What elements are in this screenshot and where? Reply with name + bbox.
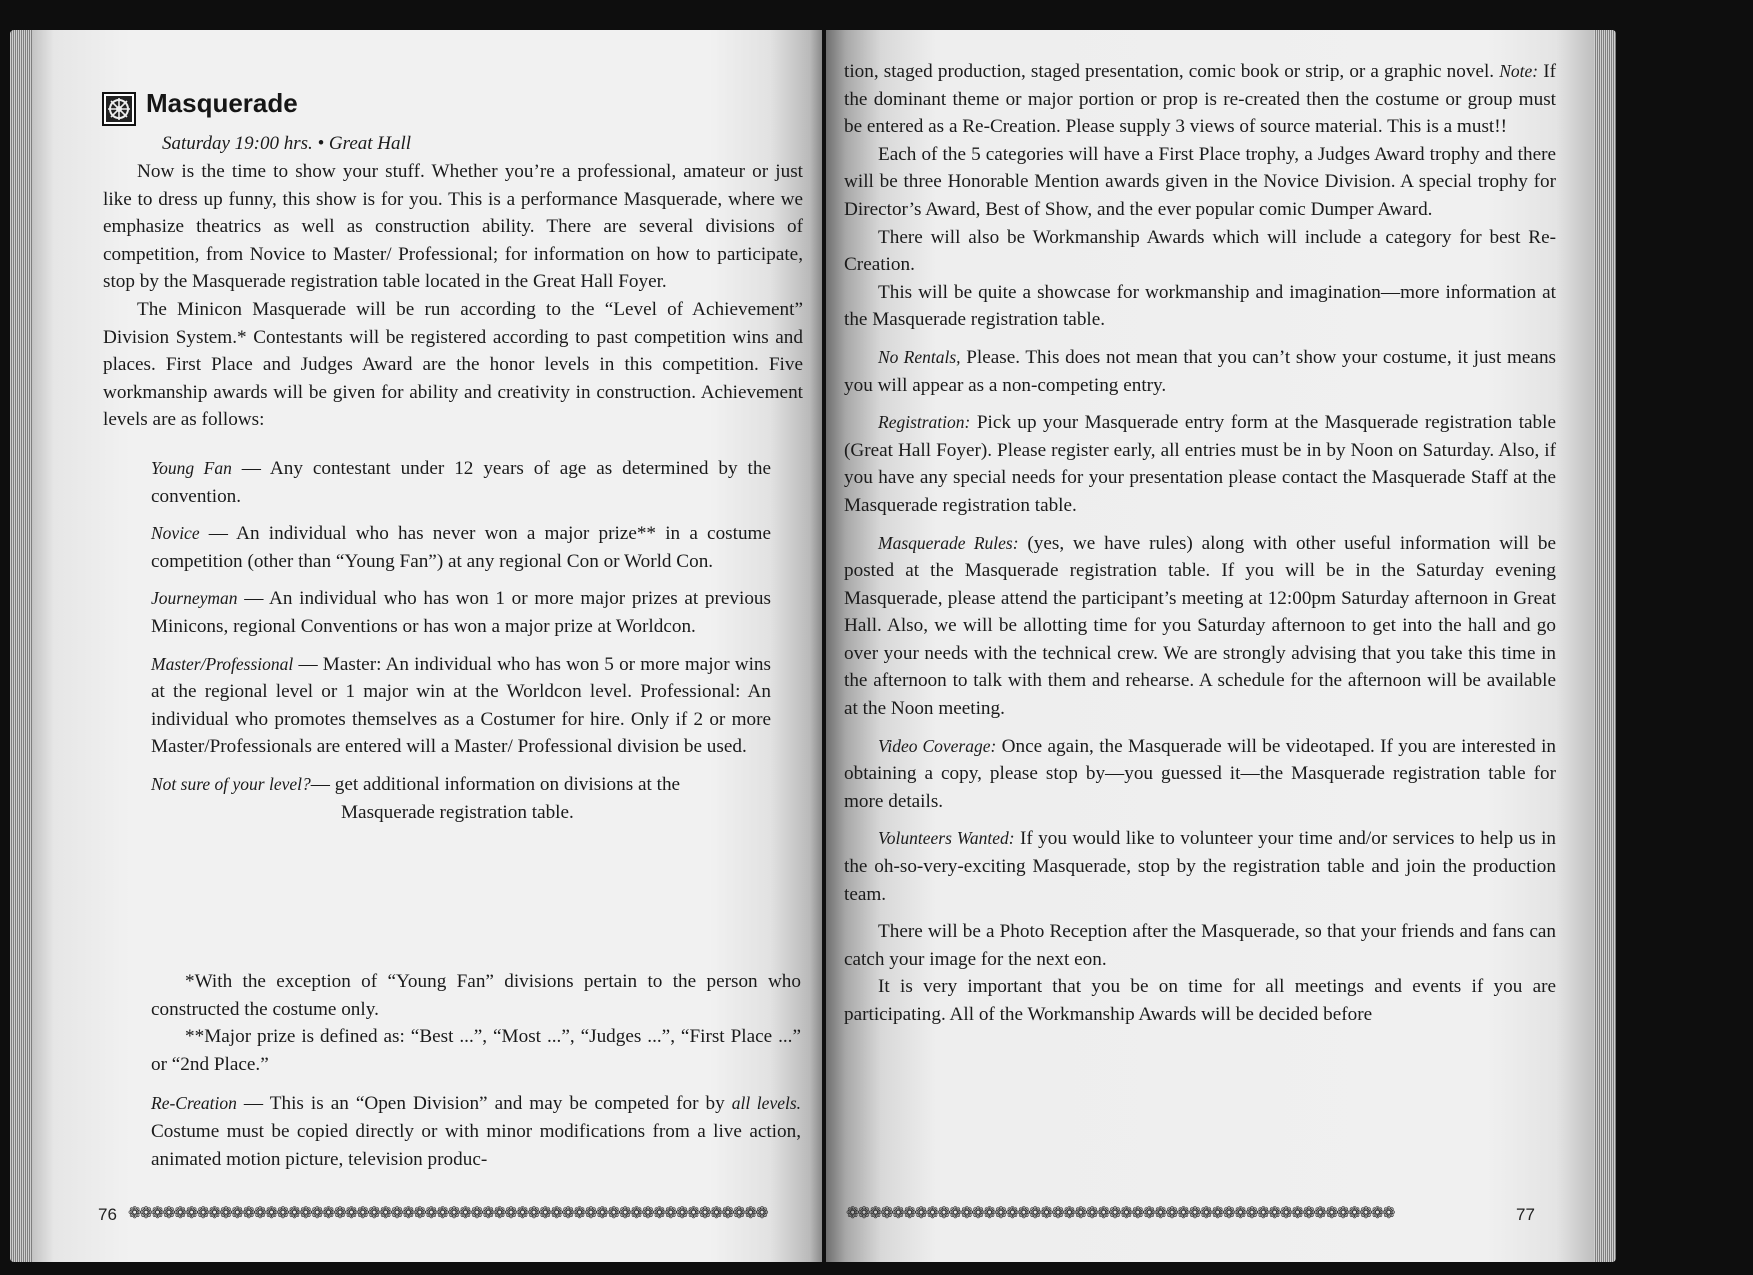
left-body <box>103 158 803 434</box>
level-term: Journeyman <box>151 588 238 609</box>
trophies-paragraph: Each of the 5 categories will have a First Place trophy, a Judges Award trophy and there will be three Honorable Mention awards given in the Novice Division. A special trophy for Director’s Award, Best of Show, and the ever popular comic Dumper Award. <box>844 143 1556 220</box>
footnote-1: *With the exception of “Young Fan” divisions pertain to the person who constructed the costume only. <box>151 971 801 1020</box>
level-journeyman: Journeyman — An individual who has won 1 or more major prizes at previous Minicons, regional Conventions or has won a major prize at Worldcon. <box>151 588 771 637</box>
level-term: Not sure of your level? <box>151 773 311 794</box>
page-number: 77 <box>1516 1205 1535 1224</box>
intro-paragraph: Now is the time to show your stuff. Whether you’re a professional, amateur or just like to dress up funny, this show is for you. This is a performance Masquerade, where we emphasize theatrics as well as construction ability. There are several divisions of competition, from Novice to Master/ Professional; for information on how to participate, stop by the Masquerade registration table located in the Great Hall Foyer. <box>103 161 803 293</box>
left-page <box>10 30 822 1262</box>
rules-paragraph: Masquerade Rules: (yes, we have rules) along with other useful information will be posted at the Masquerade registration table. If you will be in the Saturday evening Masquerade, please attend the participant’s meeting at 12:00pm Saturday afternoon in Great Hall. Also, we will be allotting time for you Saturday afternoon to get into the hall and go over your needs with the technical crew. We are strongly advising that you take this time in the afternoon to talk with them and rehearse. A schedule for the afternoon will be available at the Noon meeting. <box>844 532 1556 720</box>
volunteers-paragraph: Volunteers Wanted: If you would like to volunteer your time and/or services to help us in the oh-so-very-exciting Masquerade, stop by the registration table and join the production team. <box>844 828 1557 905</box>
level-master-professional: Master/Professional — Master: An individual who has won 5 or more major wins at the regional level or 1 major win at the Worldcon level. Professional: An individual who promotes themselves as a Costumer for hire. Only if 2 or more Master/Professionals are entered will a Master/ Professional division be used. <box>151 653 771 758</box>
level-young-fan: Young Fan — Any contestant under 12 years of age as determined by the convention. <box>151 458 771 507</box>
page-title: Masquerade <box>146 88 298 118</box>
level-term: Young Fan <box>151 458 232 478</box>
achievement-levels <box>151 455 771 826</box>
photo-reception-paragraph: There will be a Photo Reception after the Masquerade, so that your friends and fans can catch your image for the next eon. <box>844 921 1556 970</box>
re-creation-division: Re-Creation — This is an “Open Division” and may be competed for by all levels. Costume must be copied directly or with minor modifications from a live action, animated motion picture, television produc- <box>151 1093 802 1170</box>
level-term: Master/Professional <box>151 653 294 674</box>
not-sure-level: Not sure of your level?— get additional information on divisions at the Masquerade registration table. <box>151 773 681 823</box>
showcase-paragraph: This will be quite a showcase for workmanship and imagination—more information at the Masquerade registration table. <box>844 281 1556 331</box>
no-rentals-paragraph: No Rentals, Please. This does not mean that you can’t show your costume, it just means you will appear as a non-competing entry. <box>844 346 1556 396</box>
level-novice: Novice — An individual who has never won a major prize** in a costume competition (other than “Young Fan”) at any regional Con or World Con. <box>151 523 771 572</box>
video-coverage-paragraph: Video Coverage: Once again, the Masquerade will be videotaped. If you are interested in obtaining a copy, please stop by—you guessed it—the Masquerade registration table for more details. <box>844 735 1556 812</box>
decorative-border-icon: ❁❁❁❁❁❁❁❁❁❁❁❁❁❁❁❁❁❁❁❁❁❁❁❁❁❁❁❁❁❁❁❁❁❁❁❁❁❁❁❁❁❁❁❁❁❁❁❁❁❁❁❁❁❁❁❁ <box>128 1203 767 1222</box>
footnotes <box>151 968 801 1173</box>
recreation-continued: tion, staged production, staged presentation, comic book or strip, or a graphic novel. Note: If the dominant theme or major portion or prop is re-created then the costume or group must be entered as a Re-Creation. Please supply 3 views of source material. This is a must!! <box>844 61 1556 138</box>
footnote-2: **Major prize is defined as: “Best ...”, “Most ...”, “Judges ...”, “First Place ...” or “2nd Place.” <box>151 1026 801 1075</box>
page-edge <box>1594 30 1616 1262</box>
decorative-border-icon: ❁❁❁❁❁❁❁❁❁❁❁❁❁❁❁❁❁❁❁❁❁❁❁❁❁❁❁❁❁❁❁❁❁❁❁❁❁❁❁❁❁❁❁❁❁❁❁❁ <box>846 1203 1394 1222</box>
workmanship-paragraph: There will also be Workmanship Awards which will include a category for best Re-Creation. <box>844 226 1556 276</box>
division-system-paragraph: The Minicon Masquerade will be run according to the “Level of Achievement” Division System.* Contestants will be registered according to past competition wins and places. First Place and Judges Award are the honor levels in this competition. Five workmanship awards will be given for ability and creativity in construction. Achievement levels are as follows: <box>103 298 803 431</box>
on-time-paragraph: It is very important that you be on time for all meetings and events if you are participating. All of the Workmanship Awards will be decided before <box>844 976 1556 1025</box>
right-page <box>826 30 1616 1262</box>
registration-paragraph: Registration: Pick up your Masquerade entry form at the Masquerade registration table (Great Hall Foyer). Please register early, all entries must be in by Noon on Saturday. Also, if you have any special needs for your presentation please contact the Masquerade Staff at the Masquerade registration table. <box>844 412 1556 516</box>
masquerade-mask-icon <box>102 92 136 126</box>
page-edge <box>10 30 32 1262</box>
right-body <box>844 58 1556 1029</box>
level-term: Novice <box>151 523 200 544</box>
event-time-location: Saturday 19:00 hrs. • Great Hall <box>162 133 412 154</box>
page-number: 76 <box>98 1205 117 1224</box>
